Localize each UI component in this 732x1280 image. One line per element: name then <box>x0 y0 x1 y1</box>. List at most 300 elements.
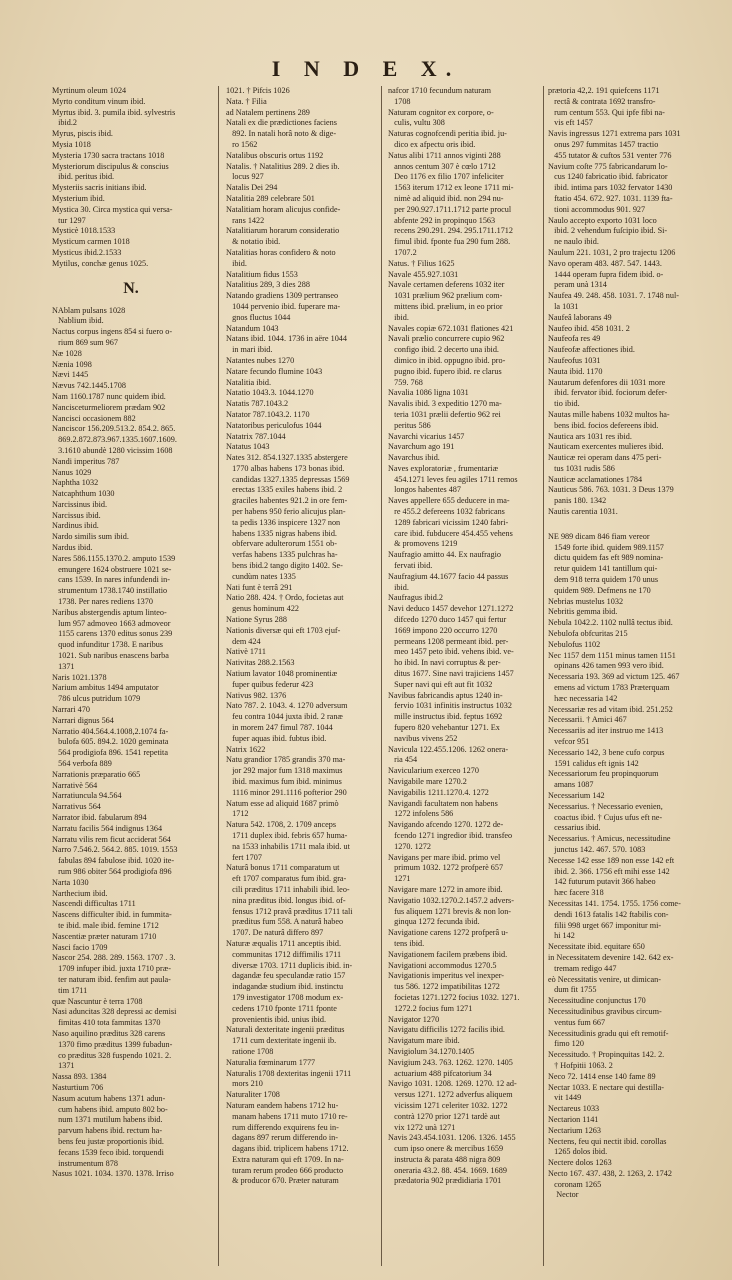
index-entry: Nauticus 586. 763. 1031. 3 Deus 1379 <box>548 485 674 495</box>
index-entry: tremam redigo 447 <box>548 963 617 973</box>
index-entry: co præditus 328 fuspendo 1021. 2. <box>52 1050 172 1060</box>
index-entry: hæc necessaria 142 <box>548 693 618 703</box>
index-entry: Nardo similis sum ibid. <box>52 532 129 542</box>
index-entry: vis eft 1457 <box>548 118 593 128</box>
index-entry: Nectarion 1141 <box>548 1114 599 1124</box>
index-entry: Nati funt è terrâ 291 <box>226 582 293 592</box>
index-entry: Necessariis ad iter instruo me 1413 <box>548 726 664 736</box>
index-entry: Naturam eandem habens 1712 hu- <box>226 1100 339 1110</box>
index-entry: Nativus 982. 1376 <box>226 690 287 700</box>
index-entry: Nebulofus 1102 <box>548 639 601 649</box>
index-entry: Navigatu difficilis 1272 facilis ibid. <box>388 1025 505 1035</box>
index-entry: Naturalis 1708 dexteritas ingenii 1711 <box>226 1068 352 1078</box>
index-entry: mittens ibid. prælium, in eo prior <box>388 301 503 311</box>
index-entry: Nascentiæ præter naturam 1710 <box>52 931 157 941</box>
index-entry: dem 424 <box>226 636 261 646</box>
index-entry: vit 1449 <box>548 1093 582 1103</box>
index-entry: fabulas 894 fabulose ibid. 1020 ite- <box>52 856 175 866</box>
index-entry: eò Necessitatis venire, ut dimican- <box>548 974 661 984</box>
index-entry: la 1031 <box>548 301 579 311</box>
index-entry: Necessarium 142 <box>548 791 605 800</box>
index-entry: turam rerum prodeo 666 producto <box>226 1165 344 1175</box>
index-entry: Navarchi vicarius 1457 <box>388 431 465 441</box>
index-entry: Natalitia ibid. <box>226 377 272 387</box>
page-title: I N D E X. <box>271 56 461 81</box>
index-entry: 564 verbofa 889 <box>52 759 112 769</box>
index-entry: rans 1422 <box>226 215 265 225</box>
index-entry: ftatio 454. 672. 927. 1031. 1139 fta- <box>548 193 673 203</box>
index-entry: 1711 duplex ibid. febris 657 huma- <box>226 830 348 840</box>
index-entry: Necessariæ res ad vitam ibid. 251.252 <box>548 704 673 714</box>
index-entry: Nectere dolos 1263 <box>548 1158 612 1168</box>
index-entry: difcedo 1270 duco 1457 qui fertur <box>388 615 507 625</box>
index-entry: Narrationis præparatio 665 <box>52 769 141 779</box>
index-entry: Natare fecundo flumine 1043 <box>226 366 323 376</box>
index-entry: Naso aquilino præditus 328 carens <box>52 1028 166 1038</box>
index-entry: Nector <box>548 1190 579 1200</box>
index-entry: in mari ibid. <box>226 345 273 355</box>
index-entry: 142 futurum putavit 366 habeo <box>548 877 656 887</box>
index-entry: cessarius ibid. <box>548 823 601 833</box>
index-entry: Naufeâ laborans 49 <box>548 312 612 322</box>
index-entry: Navigabile mare 1270.2 <box>388 777 467 786</box>
index-entry: Navi deduco 1457 devehor 1271.1272 <box>388 604 514 614</box>
index-entry: opinans 426 tamen 993 vero ibid. <box>548 661 664 671</box>
index-entry: manam habens 1711 muto 1710 re- <box>226 1111 348 1121</box>
index-entry: Naturas cognofcendi peritia ibid. ju- <box>388 129 507 139</box>
index-entry: tur 1297 <box>52 215 86 225</box>
index-entry: Neco 72. 1414 ense 140 fame 89 <box>548 1071 656 1081</box>
index-entry: 455 tutator & cuftos 531 venter 776 <box>548 150 672 160</box>
index-entry: per habens 950 ferio alicujus plan- <box>226 507 346 517</box>
index-entry: Navigabilis 1211.1270.4. 1272 <box>388 787 489 797</box>
index-entry: 1371 <box>52 1061 75 1071</box>
index-entry: dem 918 terra quidem 170 unus <box>548 575 659 585</box>
index-entry: Natus. † Filius 1625 <box>388 258 455 268</box>
index-entry: 1155 carens 1370 editus sonus 239 <box>52 629 173 639</box>
index-entry: bulofa 605. 894.2. 1020 geminata <box>52 737 169 747</box>
index-entry: na 1533 inhabilis 1711 mala ibid. ut <box>226 841 350 851</box>
index-entry: pugno ibid. fupero ibid. re clarus <box>388 366 502 376</box>
index-entry: emungere 1624 obstruere 1021 se- <box>52 564 172 574</box>
index-entry: Navalis ibid. 3 expeditio 1270 ma- <box>388 399 502 409</box>
index-entry: mille instructus ibid. feptus 1692 <box>388 712 503 722</box>
index-entry: genus hominum 422 <box>226 604 300 614</box>
index-entry: peram unà 1314 <box>548 280 607 290</box>
index-entry: ventus fum 667 <box>548 1017 606 1027</box>
index-entry: 1044 pervenio ibid. fuperare ma- <box>226 301 341 311</box>
index-column-3 <box>388 86 538 1266</box>
index-entry: 1021. † Pifcis 1026 <box>226 86 290 95</box>
index-entry: & producor 670. Præter naturam <box>226 1176 339 1186</box>
index-entry: tim 1711 <box>52 985 88 995</box>
index-entry: parvum habens ibid. rectum ha- <box>52 1126 163 1136</box>
index-entry: diversæ 1703. 1711 duplicis ibid. in- <box>226 960 353 970</box>
index-entry: Naufeofa res 49 <box>548 334 601 344</box>
index-entry: Naulum 221. 1031, 2 pro trajectu 1206 <box>548 247 676 257</box>
index-entry: Necessarius. † Amicus, necessitudine <box>548 834 671 844</box>
index-entry: in morem 247 fimul 787. 1044 <box>226 723 333 733</box>
index-entry: Nativè 1711 <box>226 647 266 657</box>
index-entry: Naves exploratoriæ , frumentariæ <box>388 463 499 473</box>
index-entry: Natalitiarum horarum consideratio <box>226 226 340 236</box>
index-entry: fimitas 410 tota fammitas 1370 <box>52 1018 161 1028</box>
index-entry: Nato 787. 2. 1043. 4. 1270 adversum <box>226 701 348 711</box>
index-entry: fuper aquas ibid. fubtus ibid. <box>226 733 327 743</box>
index-entry: Nasum acutum habens 1371 adun- <box>52 1093 166 1103</box>
index-entry: Navo operam 483. 487. 547. 1443. <box>548 258 662 268</box>
index-entry: Nauticam exercentes mulieres ibid. <box>548 442 664 452</box>
index-entry: fupero 820 vehebantur 1271. Ex <box>388 723 500 733</box>
index-entry: Natium lavator 1048 prominentiæ <box>226 669 338 679</box>
index-entry: Mytilus, conchæ genus 1025. <box>52 258 149 268</box>
index-entry: Naufeo ibid. 458 1031. 2 <box>548 323 630 333</box>
index-entry: 1709 infuper ibid. juxta 1710 præ- <box>52 964 171 974</box>
index-entry: Nares 586.1155.1370.2. amputo 1539 <box>52 553 176 563</box>
index-entry: Mysteriorum discipulus & conscius <box>52 161 169 171</box>
index-entry: focietas 1271.1272 focius 1032. 1271. <box>388 992 520 1002</box>
index-entry: 1549 forte ibid. quidem 989.1157 <box>548 542 664 552</box>
index-entry: Nassa 893. 1384 <box>52 1072 107 1082</box>
index-entry: Narrari 470 <box>52 705 90 715</box>
index-entry: Natalitiam horam alicujus confide- <box>226 204 341 214</box>
index-entry: gnos fluctus 1044 <box>226 312 291 322</box>
index-entry: erectas 1335 exiles habens ibid. 2 <box>226 485 343 495</box>
column-rule <box>543 86 544 1266</box>
index-entry: junctus 142. 467. 570. 1083 <box>548 844 646 854</box>
index-entry: Super navi qui eft aut fit 1032 <box>388 679 493 689</box>
column-rule <box>381 86 382 1266</box>
index-entry: Navigando afcendo 1270. 1272 de- <box>388 820 504 830</box>
index-entry: Navis ingressus 1271 extrema pars 1031 <box>548 129 681 139</box>
index-entry: ratione 1708 <box>226 1046 274 1056</box>
index-entry: Nancisceturmeliorem prædam 902 <box>52 402 166 412</box>
index-entry: care ibid. fubducere 454.455 vehens <box>388 528 513 538</box>
index-entry: Nauticæ acclamationes 1784 <box>548 474 643 484</box>
index-entry: cum habens ibid. amputo 802 bo- <box>52 1104 168 1114</box>
index-entry: Mysticè 1018.1533 <box>52 226 116 236</box>
index-entry: bens ibid.2 tango digito 1402. Se- <box>226 561 343 571</box>
index-entry: Navigationem facilem præbens ibid. <box>388 949 508 959</box>
index-entry: præditus fum 558. A naturâ habeo <box>226 917 344 927</box>
index-entry: Nautis carentia 1031. <box>548 507 618 517</box>
index-entry: Navigiolum 34.1270.1405 <box>388 1046 475 1056</box>
index-entry: Navarchus ibid. <box>388 453 440 463</box>
index-entry: fert 1707 <box>226 852 262 862</box>
index-entry: ibid. peritus ibid. <box>52 172 115 182</box>
index-entry: dimico in ibid. oppugno ibid. pro- <box>388 355 506 365</box>
index-entry: Mysticum carmen 1018 <box>52 237 130 247</box>
index-column-4 <box>548 86 702 1266</box>
index-entry: Narratio 404.564.4.1008,2.1074 fa- <box>52 726 169 736</box>
index-entry: 1708 <box>388 96 411 106</box>
index-entry: Necessaria 193. 369 ad victum 125. 467 <box>548 672 680 682</box>
index-entry: Nates 312. 854.1327.1335 abstergere <box>226 453 348 463</box>
index-entry: 1289 fabricari vicissim 1240 fabri- <box>388 517 509 527</box>
index-entry: Nautica ars 1031 res ibid. <box>548 431 632 441</box>
index-entry: cus 1240 fabricatio ibid. fabricator <box>548 172 668 182</box>
index-entry: navibus vivens 252 <box>388 733 458 743</box>
index-entry: Necessitudinis gradu qui eft remotif- <box>548 1028 669 1038</box>
index-entry: Naufragio amitto 44. Ex naufragio <box>388 550 501 560</box>
index-entry: retur quidem 141 tantillum qui- <box>548 564 658 574</box>
index-entry: configo ibid. 2 decerto una ibid. <box>388 345 499 355</box>
index-entry: Naturaliter 1708 <box>226 1090 280 1100</box>
index-entry: Nasturtium 706 <box>52 1082 104 1092</box>
index-entry: Navigator 1270 <box>388 1014 440 1024</box>
index-entry: ditus 1677. Sine navi trajiciens 1457 <box>388 669 514 679</box>
index-entry: Navigans per mare ibid. primo vel <box>388 852 501 862</box>
index-entry: ibid. 2. 366. 1756 eft mihi esse 142 <box>548 866 670 876</box>
index-entry: Narium ambitus 1494 amputator <box>52 683 159 693</box>
index-entry: Naris 1021.1378 <box>52 672 107 682</box>
index-entry: 1271 <box>388 874 411 884</box>
index-entry: ne naulo ibid. <box>548 237 599 247</box>
index-entry: Narrativè 564 <box>52 780 98 790</box>
index-entry: Nablium ibid. <box>52 316 104 326</box>
index-entry: Navigatio 1032.1270.2.1457.2 advers- <box>388 895 514 905</box>
index-entry: Necto 167. 437. 438, 2. 1263, 2. 1742 <box>548 1168 672 1178</box>
index-entry: bens feu justæ proportionis ibid. <box>52 1136 164 1146</box>
index-entry: Natcaphthum 1030 <box>52 489 115 499</box>
index-entry: filii 998 urget 667 imponitur mi- <box>548 920 662 930</box>
index-entry: num 1371 mutilum habens ibid. <box>52 1115 163 1125</box>
index-entry: prædatoria 902 prædidiaria 1701 <box>388 1176 502 1186</box>
section-letter: N. <box>123 279 139 297</box>
index-entry: prætoria 42,2. 191 quiefcens 1171 <box>548 86 660 95</box>
index-entry: Natatus 1043 <box>226 442 270 452</box>
index-entry: ibid. maximus fum ibid. minimus <box>226 777 342 786</box>
index-entry: recens 290.291. 294. 295.1711.1712 <box>388 226 513 236</box>
index-entry: Nævi 1445 <box>52 370 89 380</box>
index-entry: cili præditus 1711 inhabili ibid. leo- <box>226 884 350 894</box>
index-entry: Naufeofæ affectiones ibid. <box>548 345 635 355</box>
index-entry: meo 1457 peto ibid. vehens ibid. ve- <box>388 647 514 657</box>
index-entry: Nauticæ rei operam dans 475 peri- <box>548 453 662 463</box>
index-entry: coronam 1265 <box>548 1179 602 1189</box>
index-entry: Mysia 1018 <box>52 139 91 149</box>
index-entry: Necessitudine conjunctus 170 <box>548 996 646 1006</box>
index-entry: Naulo accepto exporto 1031 loco <box>548 215 657 225</box>
index-entry: Naturalia fœminarum 1777 <box>226 1057 316 1067</box>
index-entry: 1738. Per nares rediens 1370 <box>52 597 153 607</box>
index-entry: Natans ibid. 1044. 1736 in aëre 1044 <box>226 334 347 344</box>
index-entry: Natando gradiens 1309 pertranseo <box>226 291 339 301</box>
index-entry: Nanciscor 156.209.513.2. 854.2. 865. <box>52 424 176 434</box>
index-entry: Nautarum defenfores dii 1031 more <box>548 377 666 387</box>
index-entry: Nebrias mustelus 1032 <box>548 596 624 606</box>
index-entry: tens ibid. <box>388 938 425 948</box>
index-entry: quæ Nascuntur è terra 1708 <box>52 996 143 1006</box>
index-entry: Nancisci occasionem 882 <box>52 413 136 423</box>
index-entry: fuper quibus federur 423 <box>226 679 314 689</box>
index-entry: instructa & parata 488 nigra 809 <box>388 1154 501 1164</box>
index-entry: Nebritis gemma ibid. <box>548 607 618 617</box>
index-entry: verfas habens 1335 pulchras ha- <box>226 550 338 560</box>
index-entry: Natali ex die prædictiones faciens <box>226 118 337 128</box>
index-entry: Nasus 1021. 1034. 1370. 1378. Irriso <box>52 1169 174 1179</box>
index-entry: fimo 120 <box>548 1039 584 1049</box>
index-entry: ginqua 1272 fecunda ibid. <box>388 917 480 927</box>
index-entry: 1669 impono 220 occurro 1270 <box>388 625 498 635</box>
index-entry: tioni accommodus 901. 927 <box>548 204 646 214</box>
index-entry: 1591 calidus eft ignis 142 <box>548 758 639 768</box>
index-entry: indagandæ studium ibid. instinctu <box>226 982 344 992</box>
index-entry: Natalibus obscuris ortus 1192 <box>226 150 324 160</box>
index-entry: Natalitius 289, 3 dies 288 <box>226 280 310 290</box>
index-entry: fervati ibid. <box>388 561 433 571</box>
index-entry: Nasi aduncitas 328 depressi ac demisi <box>52 1007 177 1017</box>
index-entry: 869.2.872.873.967.1335.1607.1609. <box>52 435 177 445</box>
index-entry: oneraria 43.2. 88. 454. 1669. 1689 <box>388 1165 507 1175</box>
index-entry: Natalitias horas confidero & noto <box>226 247 336 257</box>
index-entry: locus 927 <box>226 172 264 182</box>
index-entry: Naufea 49. 248. 458. 1031. 7. 1748 nul- <box>548 291 679 301</box>
index-entry: Natu grandior 1785 grandis 370 ma- <box>226 755 346 765</box>
index-entry: cans 1539. In nares infundendi in- <box>52 575 171 585</box>
index-entry: rum centum 553. Qui ipfe fibi na- <box>548 107 665 117</box>
index-entry: Narrator ibid. fabularum 894 <box>52 813 147 822</box>
index-entry: culis, vultu 308 <box>388 118 445 128</box>
index-entry: hæc facere 318 <box>548 888 604 898</box>
index-entry: Navigatione carens 1272 profperâ u- <box>388 928 509 938</box>
index-entry: Navigatum mare ibid. <box>388 1036 460 1046</box>
index-entry: 1021. Sub naribus enascens barba <box>52 651 169 661</box>
index-entry: annos centum 307 è cœlo 1712 <box>388 161 496 171</box>
index-entry: provenientis ibid. unius ibid. <box>226 1014 327 1024</box>
index-entry: ria 454 <box>388 755 418 765</box>
index-entry: Natum esse ad aliquid 1687 primò <box>226 798 339 808</box>
column-rule <box>218 86 219 1266</box>
index-entry: Nationis diversæ qui eft 1703 ejuf- <box>226 625 341 635</box>
index-column-2 <box>226 86 376 1266</box>
index-entry: ad Natalem pertinens 289 <box>226 107 310 117</box>
index-entry: 1116 minor 291.1116 pofterior 290 <box>226 787 347 797</box>
index-entry: 1444 operam fupra fidem ibid. o- <box>548 269 664 279</box>
index-entry: Narrari dignus 564 <box>52 715 114 725</box>
index-entry: Mysterium ibid. <box>52 193 105 203</box>
index-entry: Necesse 142 esse 189 non esse 142 eft <box>548 855 675 865</box>
index-entry: habens 1335 nigras habens ibid. <box>226 528 337 538</box>
index-entry: rectâ & contrata 1692 transfro- <box>548 96 656 106</box>
index-entry: Necessitate ibid. equitare 650 <box>548 942 645 952</box>
index-entry: coactus ibid. † Cujus ufus eft ne- <box>548 812 663 822</box>
index-entry: re 455.2 defereens 1032 fabricans <box>388 507 505 517</box>
index-entry: ibid.2 <box>52 118 78 128</box>
index-entry: abfente 292 in propinquo 1563 <box>388 215 496 225</box>
index-entry: Natatis 787.1043.2 <box>226 399 289 409</box>
index-entry: 786 ulcus putridum 1079 <box>52 694 141 704</box>
index-entry: 179 investigator 1708 modum ex- <box>226 992 344 1002</box>
index-entry: Necessitas 141. 1754. 1755. 1756 come- <box>548 898 681 908</box>
index-entry: Narratiuncula 94.564 <box>52 791 122 801</box>
index-entry: teria 1031 prælii defertio 962 rei <box>388 409 501 419</box>
index-entry: rum differendo exquirens feu in- <box>226 1122 339 1132</box>
index-entry: Nardus ibid. <box>52 543 93 553</box>
index-entry: 564 prodigiofa 896. 1541 repetita <box>52 748 168 758</box>
index-entry: 1265 dolos ibid. <box>548 1147 608 1157</box>
index-entry: Nautas mille habens 1032 multos ha- <box>548 409 670 419</box>
index-entry: candidas 1327.1335 depressas 1569 <box>226 474 350 484</box>
index-entry: actuarium 488 pifcatorium 34 <box>388 1068 492 1078</box>
index-entry: graciles habentes 921.2 in ore fem- <box>226 496 348 506</box>
index-entry: dico ex afpectu oris ibid. <box>388 139 476 149</box>
index-entry: Naribus abstergendis aptum linteo- <box>52 607 167 617</box>
index-entry: obfervare adulterorum 1551 ob- <box>226 539 337 549</box>
index-entry: in Necessitatem devenire 142. 642 ex- <box>548 952 674 962</box>
index-entry: ro 1562 <box>226 139 258 149</box>
index-entry: & promovens 1219 <box>388 539 458 549</box>
index-entry: ho ibid. In navi corruptus & per- <box>388 658 501 668</box>
index-entry: dum fit 1755 <box>548 985 597 995</box>
index-entry: ibid. <box>226 258 247 268</box>
index-entry: contrà 1270 prior 1271 tardè aut <box>388 1111 500 1121</box>
index-entry: Naturali dexteritate ingenii præditus <box>226 1025 345 1035</box>
index-entry: Navigium 243. 763. 1262. 1270. 1405 <box>388 1057 513 1067</box>
index-entry: Natandum 1043 <box>226 323 279 333</box>
index-entry: 1712 <box>226 809 249 819</box>
index-entry: cum ipso onere & mercibus 1659 <box>388 1144 504 1154</box>
index-entry: Myrus, piscis ibid. <box>52 129 113 139</box>
index-entry: Nebula 1042.2. 1102 nullâ tectus ibid. <box>548 618 673 628</box>
index-entry: Narratu vilis rem ficut acciderat 564 <box>52 834 171 844</box>
index-entry: Nardinus ibid. <box>52 521 99 531</box>
index-entry: Nec 1157 dem 1151 minus tamen 1151 <box>548 650 676 660</box>
index-entry: strumentum 1738.1740 instillatio <box>52 586 168 596</box>
index-entry: lum 957 admoveo 1663 admoveor <box>52 618 171 628</box>
index-entry: Natatoribus periculofus 1044 <box>226 420 322 430</box>
index-entry: nafcor 1710 fecundum naturam <box>388 86 491 95</box>
index-entry: Nam 1160.1787 nunc quidem ibid. <box>52 391 166 401</box>
index-entry: Nebulofa obfcuritas 215 <box>548 629 628 639</box>
index-entry: Myrto conditum vinum ibid. <box>52 96 146 106</box>
index-entry: † Hofpitii 1063. 2 <box>548 1060 613 1070</box>
index-entry: Necessitudinibus gravibus circum- <box>548 1006 662 1016</box>
index-entry: ter naturam ibid. fenfim aut paula- <box>52 974 171 984</box>
index-entry: Naturâ bonus 1711 comparatum ut <box>226 863 340 873</box>
index-entry: Nata. † Filia <box>226 96 267 106</box>
index-entry: jor 292 major fum 1318 maximus <box>226 766 343 776</box>
index-entry: Nectareus 1033 <box>548 1104 600 1114</box>
index-entry: rum 986 obiter 564 prodigiofa 896 <box>52 866 172 876</box>
index-entry: Natrix 1622 <box>226 744 266 754</box>
index-entry: fensus 1712 pravâ præditus 1711 tali <box>226 906 353 916</box>
index-entry: 1370 fimo præditus 1399 fubadun- <box>52 1039 173 1049</box>
index-entry: Nasci facio 1709 <box>52 942 108 952</box>
index-entry: Natus alibi 1711 annos viginti 288 <box>388 150 501 160</box>
index-entry: Naturam cognitor ex corpore, o- <box>388 107 494 117</box>
index-entry: nimè ad aliquid ibid. non 294 nu- <box>388 193 504 203</box>
index-entry: Natione Syrus 288 <box>226 615 287 625</box>
index-entry: Nectar 1033. E nectare qui destilla- <box>548 1082 664 1092</box>
index-entry: permeans 1208 permeant ibid. per- <box>388 636 509 646</box>
index-entry: Naturæ æqualis 1711 anceptis ibid. <box>226 938 341 948</box>
index-entry: fervio 1031 infinitis instructus 1032 <box>388 701 512 711</box>
index-entry: Natatrix 787.1044 <box>226 431 286 441</box>
index-entry: Navis 243.454.1031. 1206. 1326. 1455 <box>388 1133 516 1143</box>
index-entry: peritus 586 <box>388 420 431 430</box>
index-entry: Naufeofus 1031 <box>548 355 601 365</box>
index-entry: 1707. De naturâ differo 897 <box>226 928 324 938</box>
index-entry: Navales copiæ 672.1031 flationes 421 <box>388 323 514 333</box>
index-entry: 1563 iterum 1712 ex leone 1711 mi- <box>388 183 514 193</box>
index-entry: Næ 1028 <box>52 348 82 358</box>
index-entry: ibid. <box>388 582 409 592</box>
index-entry: Necessariorum feu propinquorum <box>548 769 659 779</box>
index-entry: 454.1271 leves feu agiles 1711 remos <box>388 474 518 484</box>
index-entry: hi 142 <box>548 931 575 941</box>
index-entry: ibid. fervator ibid. fociorum defer- <box>548 388 668 398</box>
